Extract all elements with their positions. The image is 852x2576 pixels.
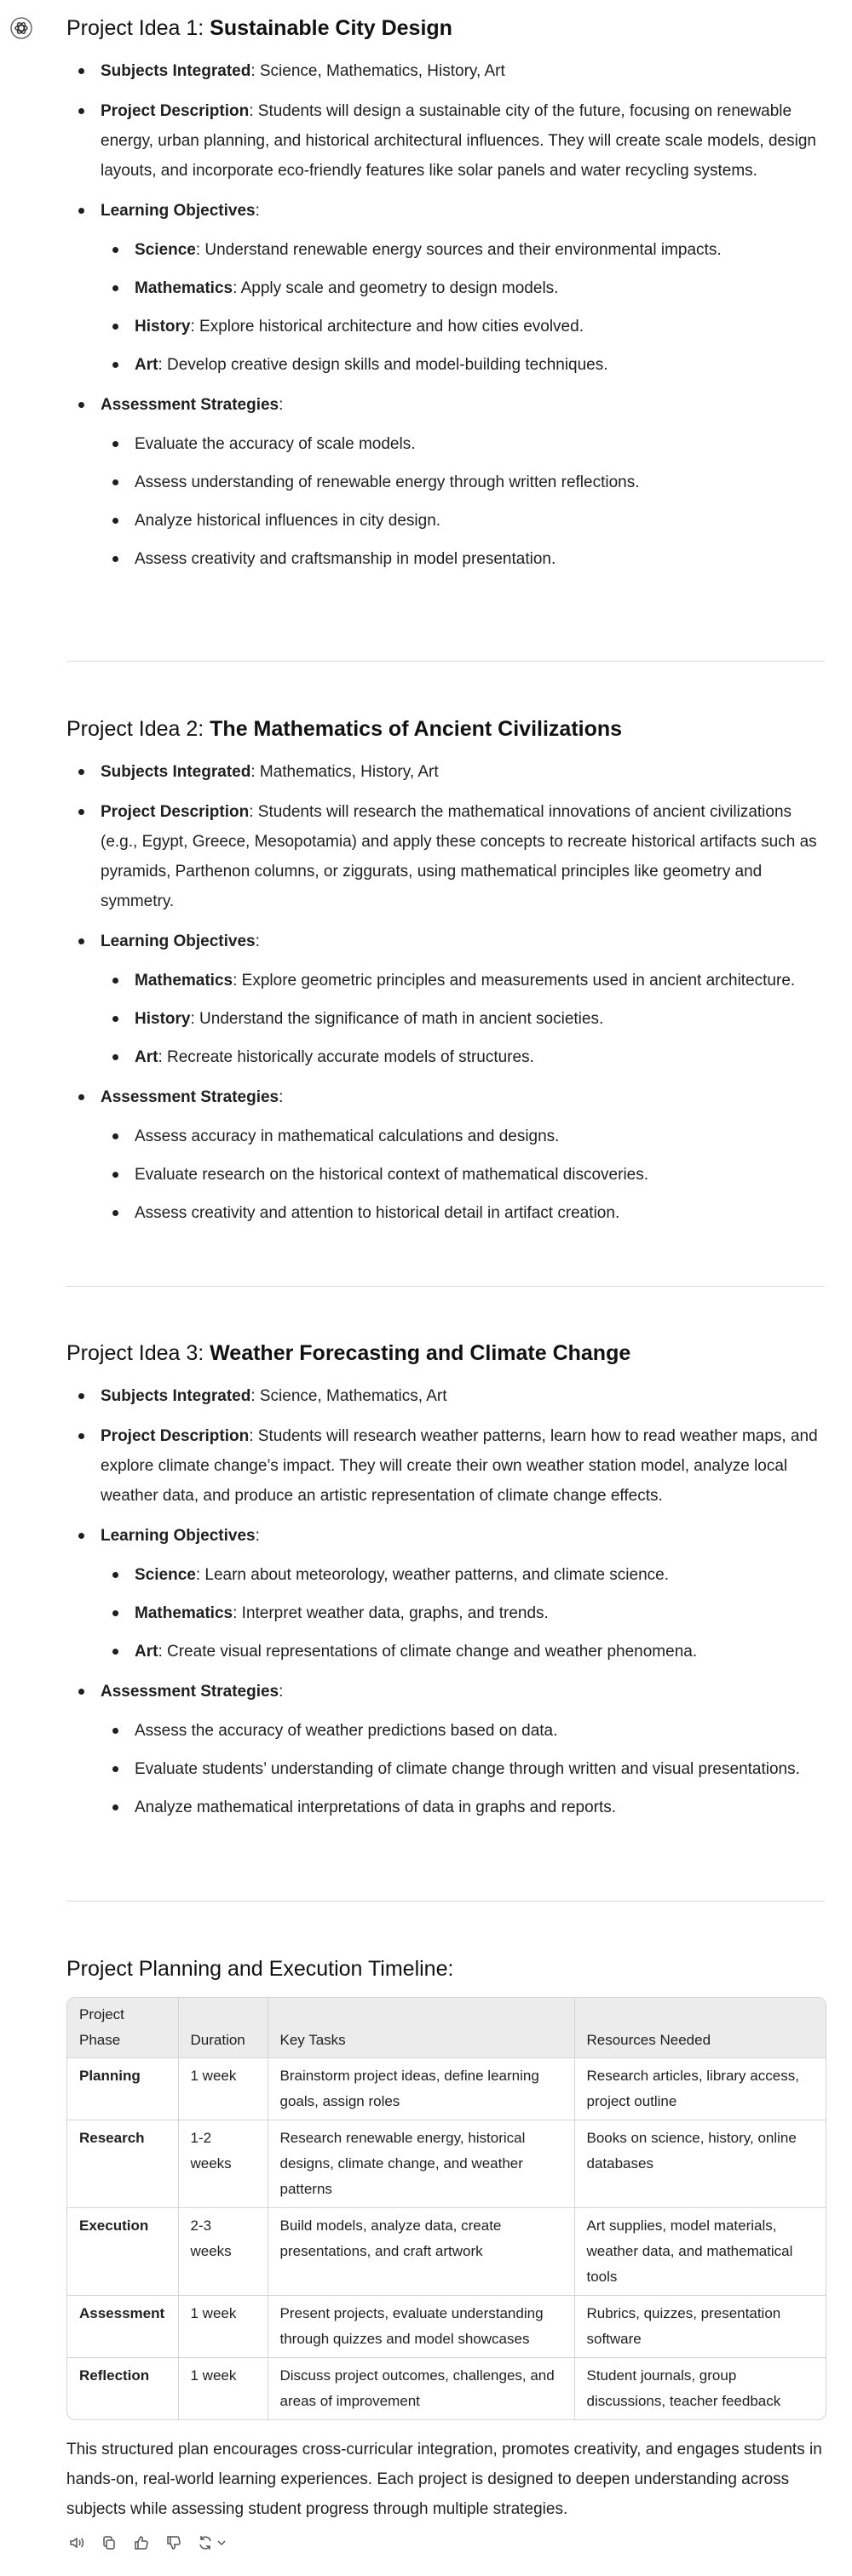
resources-cell: Research articles, library access, project outline [574,2058,826,2120]
resources-cell: Art supplies, model materials, weather data, and mathematical tools [574,2208,826,2296]
duration-cell: 1 week [178,2296,268,2358]
tasks-cell: Discuss project outcomes, challenges, and areas of improvement [268,2358,574,2420]
phase-cell: Reflection [67,2358,178,2420]
tasks-cell: Build models, analyze data, create presentations, and craft artwork [268,2208,574,2296]
tasks-cell: Research renewable energy, historical designs, climate change, and weather patterns [268,2120,574,2208]
project-1-heading: Project Idea 1: Sustainable City Design [66,16,452,40]
list-item: Mathematics: Interpret weather data, graphs, and trends. [101,1598,825,1628]
objectives-list [101,966,825,1072]
assessment-list [101,1122,825,1228]
assessment-list [101,1716,825,1822]
assessment-item: Assessment Strategies: Evaluate the accuracy of scale models. Assess understanding of renewable energy through written reflections. Analyze historical influences in city design. Assess creativity and craftsmanship in model presentation. [66,390,825,574]
divider [66,661,825,662]
phase-cell: Research [67,2120,178,2208]
description-item: Project Description: Students will research the mathematical innovations of ancient civilizations (e.g., Egypt, Greece, Mesopotamia) and apply these concepts to recreate historical artifacts such as pyramids, Parthenon columns, or ziggurats, using mathematical principles like geometry and symmetry. [66,797,825,916]
column-header: Duration [178,1998,268,2058]
list-item: Science: Learn about meteorology, weather patterns, and climate science. [101,1560,825,1590]
objectives-list [101,235,825,380]
table-row [67,2208,826,2296]
list-item: Mathematics: Apply scale and geometry to design models. [101,273,825,303]
message-actions [66,2533,230,2553]
column-header: Resources Needed [574,1998,826,2058]
duration-cell: 2-3 weeks [178,2208,268,2296]
description-item: Project Description: Students will design a sustainable city of the future, focusing on renewable energy, urban planning, and historical architectural influences. They will create scale models, design layouts, and incorporate eco-friendly features like solar panels and water recycling systems. [66,96,825,186]
list-item: Art: Create visual representations of climate change and weather phenomena. [101,1637,825,1667]
project-idea-3 [66,1340,825,1368]
regenerate-icon[interactable] [196,2533,230,2553]
phase-cell: Assessment [67,2296,178,2358]
timeline-table [66,1997,826,2420]
description-item: Project Description: Students will research weather patterns, learn how to read weather maps, and explore climate change’s impact. They will create their own weather station model, analyze local weather data, and produce an artistic representation of climate change effects. [66,1421,825,1511]
objectives-list [101,1560,825,1667]
table-row [67,2358,826,2420]
resources-cell: Student journals, group discussions, teacher feedback [586,2367,781,2409]
list-item: Mathematics: Explore geometric principles and measurements used in ancient architecture. [101,966,825,995]
list-item: Analyze mathematical interpretations of data in graphs and reports. [101,1793,825,1822]
objectives-item: Learning Objectives: Mathematics: Explore geometric principles and measurements used in ancient architecture. History: Understand the significance of math in ancient societies. Art: Recreate historically accurate models of structures. [66,927,825,1072]
assistant-avatar-icon [10,17,32,39]
table-row [67,2058,826,2120]
list-item: Assess accuracy in mathematical calculations and designs. [101,1122,825,1151]
duration-cell: 1 week [178,2358,268,2420]
objectives-item: Learning Objectives: Science: Learn about meteorology, weather patterns, and climate science. Mathematics: Interpret weather data, graphs, and trends. Art: Create visual representations of climate change and weather phenomena. [66,1521,825,1667]
project-1-details [66,56,825,574]
list-item: History: Understand the significance of math in ancient societies. [101,1004,825,1034]
list-item: Evaluate research on the historical context of mathematical discoveries. [101,1160,825,1190]
tasks-cell: Brainstorm project ideas, define learning goals, assign roles [268,2058,574,2120]
phase-cell: Planning [67,2058,178,2120]
project-2-details [66,757,825,1228]
list-item: Art: Recreate historically accurate models of structures. [101,1042,825,1072]
list-item: History: Explore historical architecture and how cities evolved. [101,312,825,341]
project-idea-2 [66,715,825,743]
phase-cell: Execution [67,2208,178,2296]
list-item: Evaluate the accuracy of scale models. [101,429,825,459]
table-row [67,2120,826,2208]
objectives-item: Learning Objectives: Science: Understand renewable energy sources and their environmental impacts. Mathematics: Apply scale and geometry to design models. History: Explore historical architecture and how cities evolved. Art: Develop creative design skills and model-building techniques. [66,196,825,380]
subjects-item: Subjects Integrated: Mathematics, History, Art [66,757,825,787]
subjects-item: Subjects Integrated: Science, Mathematics, History, Art [66,56,825,86]
duration-cell: 1 week [178,2058,268,2120]
read-aloud-icon[interactable] [66,2533,87,2553]
project-3-details [66,1381,825,1822]
project-idea-1 [66,14,825,43]
project-2-heading: Project Idea 2: The Mathematics of Ancient Civilizations [66,717,623,741]
assessment-item: Assessment Strategies: Assess the accuracy of weather predictions based on data. Evaluate students’ understanding of climate change through written and visual presentations. Analyze mathematical interpretations of data in graphs and reports. [66,1677,825,1822]
column-header: Project Phase [67,1998,178,2058]
list-item: Evaluate students’ understanding of climate change through written and visual presentations. [101,1754,825,1784]
list-item: Assess creativity and attention to historical detail in artifact creation. [101,1198,825,1228]
column-header: Key Tasks [268,1998,574,2058]
list-item: Assess the accuracy of weather predictions based on data. [101,1716,825,1746]
list-item: Assess understanding of renewable energy through written reflections. [101,468,825,497]
divider [66,1286,825,1287]
assessment-list [101,429,825,574]
tasks-cell: Present projects, evaluate understanding through quizzes and model showcases [268,2296,574,2358]
resources-cell: Books on science, history, online databases [574,2120,826,2208]
closing-paragraph: This structured plan encourages cross-curricular integration, promotes creativity, and engages students in hands-on, real-world learning experiences. Each project is designed to deepen understanding across subjects while assessing student progress through multiple strategies. [66,2441,822,2518]
copy-icon[interactable] [99,2533,119,2553]
table-header-row [67,1998,826,2058]
thumbs-up-icon[interactable] [131,2533,152,2553]
assessment-item: Assessment Strategies: Assess accuracy in mathematical calculations and designs. Evaluate research on the historical context of mathematical discoveries. Assess creativity and attention to historical detail in artifact creation. [66,1082,825,1228]
resources-cell: Rubrics, quizzes, presentation software [574,2296,826,2358]
thumbs-down-icon[interactable] [164,2533,184,2553]
project-3-heading: Project Idea 3: Weather Forecasting and Climate Change [66,1341,631,1365]
divider [66,1901,825,1902]
table-row [67,2296,826,2358]
subjects-item: Subjects Integrated: Science, Mathematics, Art [66,1381,825,1411]
timeline-heading: Project Planning and Execution Timeline: [66,1957,454,1981]
list-item: Analyze historical influences in city design. [101,506,825,536]
list-item: Assess creativity and craftsmanship in model presentation. [101,544,825,574]
list-item: Science: Understand renewable energy sources and their environmental impacts. [101,235,825,265]
duration-cell: 1-2 weeks [178,2120,268,2208]
list-item: Art: Develop creative design skills and model-building techniques. [101,350,825,380]
